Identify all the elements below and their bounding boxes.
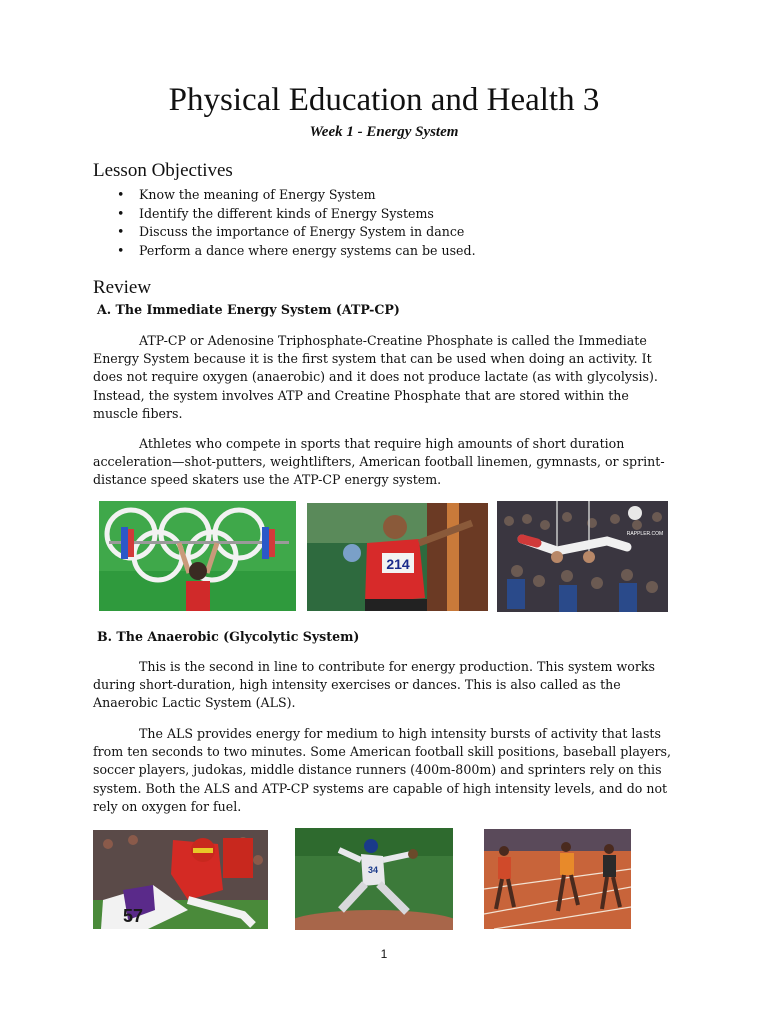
objectives-heading: Lesson Objectives — [93, 160, 233, 181]
gymnast-photo-watermark: RAPPLER.COM — [626, 531, 664, 537]
section-a-paragraph-2-text: Athletes who compete in sports that require high amounts of short duration acceleration—shot-putters, weightlifters, American football linemen, gymnasts, or sprint-distance speed skaters use the ATP-CP energy system. — [93, 436, 665, 488]
page-subtitle: Week 1 - Energy System — [309, 124, 459, 140]
page-number: 1 — [380, 947, 388, 961]
objectives-list — [93, 186, 476, 260]
objective-item: • Identify the different kinds of Energy Systems — [93, 205, 476, 224]
section-a-paragraph-1-text: ATP-CP or Adenosine Triphosphate-Creatine Phosphate is called the Immediate Energy System because it is the first system that can be used when doing an activity. It does not require oxygen (anaerobic) and it does not produce lactate (as with glycolysis). Instead, the system involves ATP and Creatine Phosphate that are stored within the muscle fibers. — [93, 333, 658, 421]
football-photo — [93, 830, 268, 929]
shotput-bib-number: 214 — [386, 556, 410, 572]
shot-putter-photo — [307, 503, 488, 611]
section-b-paragraph-2 — [93, 725, 673, 816]
objective-item: • Discuss the importance of Energy System in dance — [93, 223, 476, 242]
section-a-paragraph-1 — [93, 332, 673, 423]
pitcher-jersey-number: 34 — [367, 865, 379, 875]
section-a-paragraph-2 — [93, 435, 673, 490]
section-b-paragraph-1-text: This is the second in line to contribute for energy production. This system works during short-duration, high intensity exercises or dances. This is also called as the Anaerobic Lactic System (ALS). — [93, 659, 655, 711]
baseball-pitcher-photo — [295, 828, 453, 930]
football-jersey-number: 57 — [123, 906, 144, 926]
section-b-paragraph-1 — [93, 658, 673, 713]
review-heading: Review — [93, 277, 152, 298]
gymnast-photo — [497, 501, 668, 612]
section-b-heading: B. The Anaerobic (Glycolytic System) — [97, 629, 360, 644]
section-b-paragraph-2-text: The ALS provides energy for medium to high intensity bursts of activity that lasts from ten seconds to two minutes. Some American football skill positions, baseball players, soccer players, judokas, middle distance runners (400m-800m) and sprinters rely on this system. Both the ALS and ATP-CP systems are capable of high intensity levels, and do not rely on oxygen for fuel. — [93, 726, 671, 814]
sprinters-photo — [484, 829, 631, 929]
objective-item: • Perform a dance where energy systems can be used. — [93, 242, 476, 261]
objective-item: • Know the meaning of Energy System — [93, 186, 476, 205]
weightlifter-photo — [99, 501, 296, 611]
page-title: Physical Education and Health 3 — [168, 82, 600, 118]
section-a-heading: A. The Immediate Energy System (ATP-CP) — [97, 302, 400, 317]
